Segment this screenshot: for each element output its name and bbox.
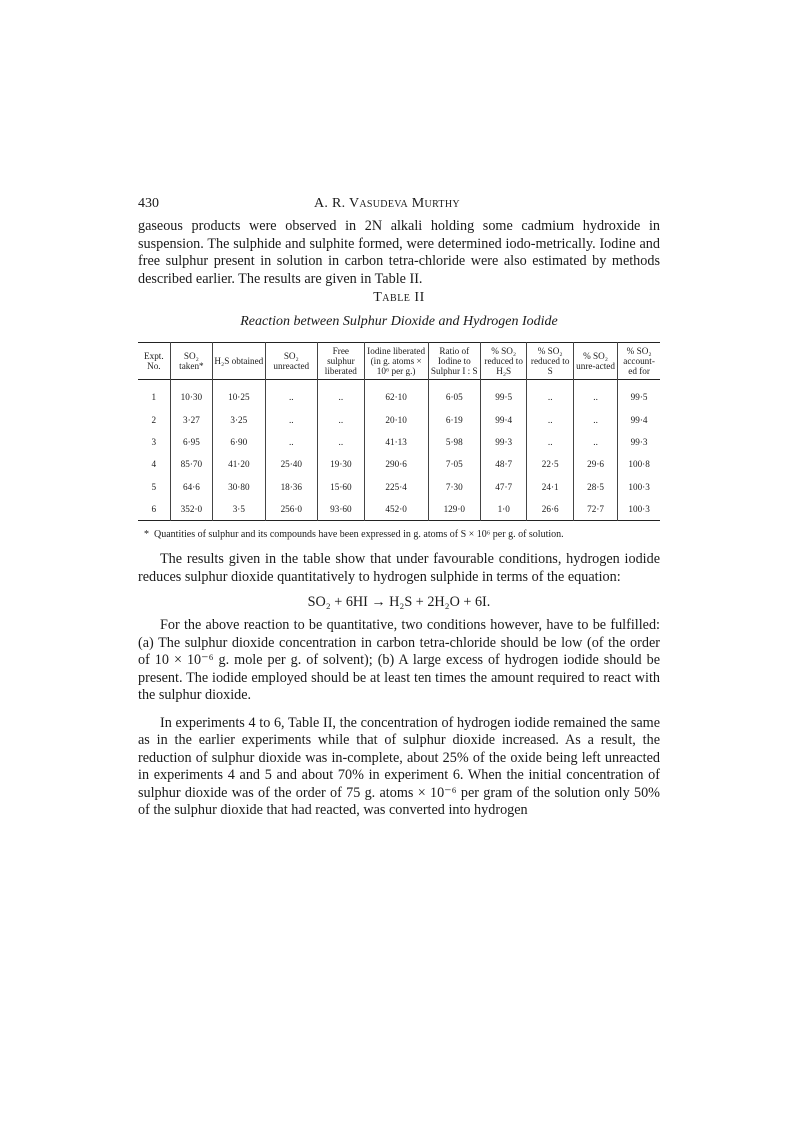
table-cell: .. — [527, 380, 574, 409]
table-cell: 3·5 — [213, 498, 265, 521]
table-cell: .. — [573, 408, 617, 430]
table-cell: 93·60 — [318, 498, 365, 521]
table-cell: 290·6 — [364, 453, 428, 475]
table-cell: 6·95 — [170, 431, 212, 453]
table-cell: 10·30 — [170, 380, 212, 409]
table-cell: 41·20 — [213, 453, 265, 475]
table-cell: 99·3 — [480, 431, 527, 453]
table-cell: 100·8 — [618, 453, 660, 475]
table-cell: 72·7 — [573, 498, 617, 521]
table-cell: 225·4 — [364, 476, 428, 498]
table-cell: 62·10 — [364, 380, 428, 409]
paragraph-1: gaseous products were observed in 2N alkali holding some cadmium hydroxide in suspension. The sulphide and sulphite formed, were determined iodo-metrically. Iodine and free sulphur present in solution in carbon tetra-chloride were also estimated by methods described earlier. The results are given in Table II. — [138, 218, 660, 287]
column-header: % SO₂ account-ed for — [618, 343, 660, 380]
table-cell: 18·36 — [265, 476, 318, 498]
table-cell: 24·1 — [527, 476, 574, 498]
footnote-marker: * — [144, 529, 149, 541]
table-cell: 129·0 — [428, 498, 480, 521]
running-author: A. R. Vasudeva Murthy — [314, 196, 460, 211]
table-cell: 41·13 — [364, 431, 428, 453]
table-cell: .. — [265, 431, 318, 453]
table-header-row — [138, 343, 660, 380]
table-cell: 1 — [151, 392, 157, 403]
table-row — [138, 476, 660, 498]
table-cell: .. — [265, 380, 318, 409]
column-header: Ratio of Iodine to Sulphur I : S — [428, 343, 480, 380]
table-cell: 99·4 — [480, 408, 527, 430]
table-cell: 256·0 — [265, 498, 318, 521]
table-cell: 6 — [151, 504, 157, 515]
table-cell: 99·4 — [618, 408, 660, 430]
table-caption: Table II — [373, 290, 425, 305]
column-header: SO₂ unreacted — [265, 343, 318, 380]
paragraph-4: In experiments 4 to 6, Table II, the concentration of hydrogen iodide remained the same as in the earlier experiments while that of sulphur dioxide increased. As a result, the reduction of sulphur dioxide was in-complete, about 25% of the oxide being left unreacted in experiments 4 and 5 and about 70% in experiment 6. When the initial concentration of sulphur dioxide was of the order of 75 g. atoms × 10⁻⁶ per gram of the solution only 50% of the sulphur dioxide that had reacted, was converted into hydrogen — [138, 714, 660, 819]
table-cell: 100·3 — [618, 476, 660, 498]
table-cell: 20·10 — [364, 408, 428, 430]
column-header: Expt. No. — [144, 351, 164, 371]
table-cell: 29·6 — [573, 453, 617, 475]
table-cell: 85·70 — [170, 453, 212, 475]
table-cell: 6·19 — [428, 408, 480, 430]
paragraph-3: For the above reaction to be quantitative, two conditions however, have to be fulfilled: (a) The sulphur dioxide concentration in carbon tetra-chloride should be low (of the order of 10 × 10⁻⁶ g. mole per g. of solvent); (b) A large excess of hydrogen iodide should be present. The iodide employed should be at least ten times the amount required to react with the sulphur dioxide. — [138, 617, 660, 704]
running-header — [138, 196, 660, 218]
table-cell: 7·05 — [428, 453, 480, 475]
table-cell: 3 — [151, 436, 157, 447]
table-cell: 6·05 — [428, 380, 480, 409]
table-cell: .. — [573, 431, 617, 453]
page-body — [138, 196, 660, 820]
table-cell: 22·5 — [527, 453, 574, 475]
table-cell: 48·7 — [480, 453, 527, 475]
table-body — [138, 380, 660, 521]
table-cell: .. — [318, 431, 365, 453]
column-header: % SO₂ reduced to H₂S — [480, 343, 527, 380]
table-cell: 5 — [151, 481, 157, 492]
column-header: % SO₂ unre-acted — [573, 343, 617, 380]
column-header: SO₂ taken* — [170, 343, 212, 380]
table-row — [138, 431, 660, 453]
table-cell: 1·0 — [480, 498, 527, 521]
table-cell: .. — [527, 431, 574, 453]
table-cell: 3·25 — [213, 408, 265, 430]
column-header: Free sulphur liberated — [318, 343, 365, 380]
table-cell: .. — [265, 408, 318, 430]
table-cell: 15·60 — [318, 476, 365, 498]
table-cell: 452·0 — [364, 498, 428, 521]
table-row — [138, 380, 660, 409]
table-footnote — [138, 529, 660, 541]
table-cell: 7·30 — [428, 476, 480, 498]
table-cell: 99·3 — [618, 431, 660, 453]
table-cell: .. — [318, 380, 365, 409]
column-header: % SO₂ reduced to S — [527, 343, 574, 380]
table-cell: .. — [318, 408, 365, 430]
table-cell: 64·6 — [170, 476, 212, 498]
table-subtitle: Reaction between Sulphur Dioxide and Hydrogen Iodide — [240, 314, 558, 329]
page-number: 430 — [138, 196, 159, 211]
results-table — [138, 342, 660, 521]
table-row — [138, 408, 660, 430]
table-cell: 100·3 — [618, 498, 660, 521]
table-cell: 99·5 — [480, 380, 527, 409]
table-cell: 3·27 — [170, 408, 212, 430]
paragraph-2: The results given in the table show that under favourable conditions, hydrogen iodide reduces sulphur dioxide quantitatively to hydrogen sulphide in terms of the equation: — [138, 551, 660, 585]
table-cell: 5·98 — [428, 431, 480, 453]
footnote-text: Quantities of sulphur and its compounds have been expressed in g. atoms of S × 10⁶ per g. of solution. — [154, 529, 564, 541]
table-cell: 25·40 — [265, 453, 318, 475]
table-cell: 47·7 — [480, 476, 527, 498]
column-header: Iodine liberated (in g. atoms × 10⁶ per g.) — [364, 343, 428, 380]
table-cell: 28·5 — [573, 476, 617, 498]
table-cell: .. — [527, 408, 574, 430]
table-cell: 10·25 — [213, 380, 265, 409]
table-cell: 30·80 — [213, 476, 265, 498]
table-cell: 2 — [151, 414, 157, 425]
column-header: H₂S obtained — [213, 343, 265, 380]
table-cell: 4 — [151, 459, 157, 470]
table-cell: 19·30 — [318, 453, 365, 475]
table-cell: 6·90 — [213, 431, 265, 453]
table-cell: 99·5 — [618, 380, 660, 409]
table-row — [138, 498, 660, 521]
table-cell: 26·6 — [527, 498, 574, 521]
table-cell: .. — [573, 380, 617, 409]
reaction-equation: SO₂ + 6HI → H₂S + 2H₂O + 6I. — [307, 594, 491, 611]
table-row — [138, 453, 660, 475]
table-cell: 352·0 — [170, 498, 212, 521]
